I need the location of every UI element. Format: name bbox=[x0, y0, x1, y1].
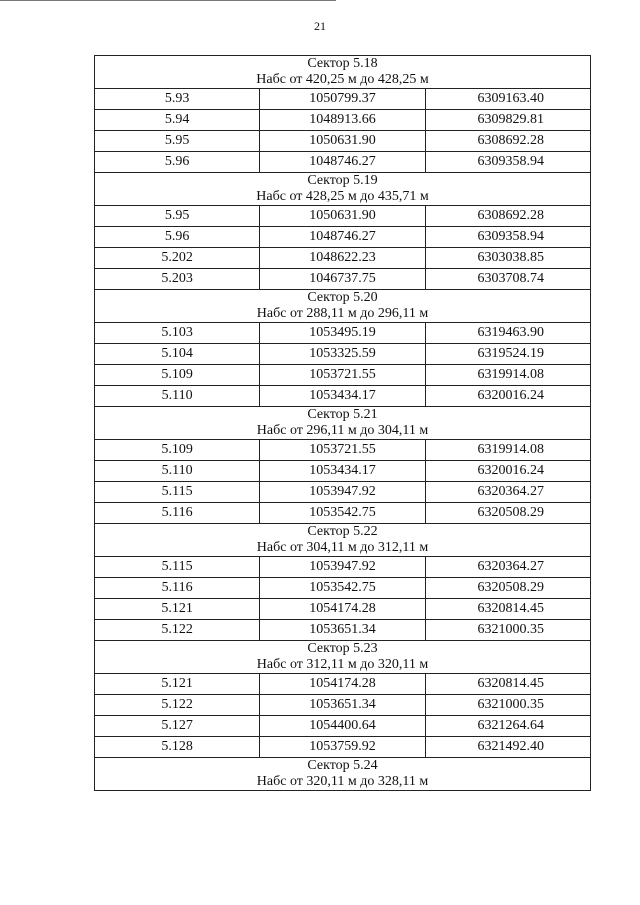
y-coordinate-cell: 6309163.40 bbox=[425, 89, 590, 110]
x-coordinate-cell: 1054174.28 bbox=[260, 599, 425, 620]
x-coordinate-cell: 1053542.75 bbox=[260, 578, 425, 599]
table-row bbox=[95, 89, 591, 110]
sector-height-range: Набс от 288,11 м до 296,11 м bbox=[256, 306, 429, 321]
point-number-cell: 5.203 bbox=[95, 269, 260, 290]
x-coordinate-cell: 1053651.34 bbox=[260, 695, 425, 716]
sector-header-row bbox=[95, 173, 591, 206]
page-number: 21 bbox=[314, 19, 326, 33]
sector-header-row bbox=[95, 641, 591, 674]
x-coordinate-cell: 1053495.19 bbox=[260, 323, 425, 344]
y-coordinate-cell: 6308692.28 bbox=[425, 131, 590, 152]
x-coordinate-cell: 1053651.34 bbox=[260, 620, 425, 641]
sector-height-range: Набс от 304,11 м до 312,11 м bbox=[256, 540, 429, 555]
x-coordinate-cell: 1048746.27 bbox=[260, 227, 425, 248]
point-number-cell: 5.122 bbox=[95, 620, 260, 641]
table-row bbox=[95, 557, 591, 578]
table-row bbox=[95, 386, 591, 407]
sector-title: Сектор 5.21 bbox=[307, 407, 378, 422]
x-coordinate-cell: 1046737.75 bbox=[260, 269, 425, 290]
x-coordinate-cell: 1050631.90 bbox=[260, 206, 425, 227]
x-coordinate-cell: 1048746.27 bbox=[260, 152, 425, 173]
y-coordinate-cell: 6319524.19 bbox=[425, 344, 590, 365]
x-coordinate-cell: 1053325.59 bbox=[260, 344, 425, 365]
x-coordinate-cell: 1053759.92 bbox=[260, 737, 425, 758]
y-coordinate-cell: 6321264.64 bbox=[425, 716, 590, 737]
y-coordinate-cell: 6303708.74 bbox=[425, 269, 590, 290]
table-row bbox=[95, 269, 591, 290]
table-row bbox=[95, 737, 591, 758]
sector-title: Сектор 5.20 bbox=[307, 290, 378, 305]
x-coordinate-cell: 1053947.92 bbox=[260, 482, 425, 503]
x-coordinate-cell: 1048622.23 bbox=[260, 248, 425, 269]
point-number-cell: 5.122 bbox=[95, 695, 260, 716]
y-coordinate-cell: 6320508.29 bbox=[425, 503, 590, 524]
sector-header-row bbox=[95, 407, 591, 440]
table-row bbox=[95, 365, 591, 386]
sector-title: Сектор 5.24 bbox=[307, 758, 378, 773]
point-number-cell: 5.103 bbox=[95, 323, 260, 344]
sector-header bbox=[95, 173, 591, 206]
y-coordinate-cell: 6309358.94 bbox=[425, 227, 590, 248]
point-number-cell: 5.115 bbox=[95, 557, 260, 578]
point-number-cell: 5.104 bbox=[95, 344, 260, 365]
sector-title: Сектор 5.23 bbox=[307, 641, 378, 656]
y-coordinate-cell: 6321492.40 bbox=[425, 737, 590, 758]
y-coordinate-cell: 6320364.27 bbox=[425, 557, 590, 578]
point-number-cell: 5.95 bbox=[95, 206, 260, 227]
table-row bbox=[95, 695, 591, 716]
table-row bbox=[95, 461, 591, 482]
table-row bbox=[95, 344, 591, 365]
point-number-cell: 5.202 bbox=[95, 248, 260, 269]
point-number-cell: 5.109 bbox=[95, 365, 260, 386]
sector-title: Сектор 5.22 bbox=[307, 524, 378, 539]
x-coordinate-cell: 1054400.64 bbox=[260, 716, 425, 737]
sector-height-range: Набс от 296,11 м до 304,11 м bbox=[256, 423, 429, 438]
x-coordinate-cell: 1053434.17 bbox=[260, 461, 425, 482]
sector-header-row bbox=[95, 290, 591, 323]
table-row bbox=[95, 206, 591, 227]
y-coordinate-cell: 6308692.28 bbox=[425, 206, 590, 227]
y-coordinate-cell: 6303038.85 bbox=[425, 248, 590, 269]
table-row bbox=[95, 110, 591, 131]
point-number-cell: 5.115 bbox=[95, 482, 260, 503]
point-number-cell: 5.121 bbox=[95, 674, 260, 695]
y-coordinate-cell: 6320814.45 bbox=[425, 674, 590, 695]
sector-title: Сектор 5.19 bbox=[307, 173, 378, 188]
table-row bbox=[95, 578, 591, 599]
coordinates-table-body bbox=[95, 56, 591, 791]
point-number-cell: 5.95 bbox=[95, 131, 260, 152]
sector-height-range: Набс от 428,25 м до 435,71 м bbox=[256, 189, 429, 204]
table-row bbox=[95, 482, 591, 503]
point-number-cell: 5.116 bbox=[95, 578, 260, 599]
y-coordinate-cell: 6319914.08 bbox=[425, 365, 590, 386]
sector-height-range: Набс от 420,25 м до 428,25 м bbox=[256, 72, 429, 87]
table-row bbox=[95, 131, 591, 152]
table-row bbox=[95, 503, 591, 524]
sector-header bbox=[95, 758, 591, 791]
point-number-cell: 5.93 bbox=[95, 89, 260, 110]
sector-header bbox=[95, 56, 591, 89]
y-coordinate-cell: 6309358.94 bbox=[425, 152, 590, 173]
table-row bbox=[95, 152, 591, 173]
point-number-cell: 5.96 bbox=[95, 227, 260, 248]
table-row bbox=[95, 248, 591, 269]
x-coordinate-cell: 1050631.90 bbox=[260, 131, 425, 152]
y-coordinate-cell: 6321000.35 bbox=[425, 695, 590, 716]
x-coordinate-cell: 1053721.55 bbox=[260, 365, 425, 386]
table-row bbox=[95, 323, 591, 344]
y-coordinate-cell: 6320364.27 bbox=[425, 482, 590, 503]
y-coordinate-cell: 6319463.90 bbox=[425, 323, 590, 344]
table-row bbox=[95, 227, 591, 248]
sector-header-row bbox=[95, 524, 591, 557]
table-row bbox=[95, 440, 591, 461]
table-row bbox=[95, 674, 591, 695]
point-number-cell: 5.121 bbox=[95, 599, 260, 620]
x-coordinate-cell: 1053434.17 bbox=[260, 386, 425, 407]
sector-header bbox=[95, 290, 591, 323]
table-row bbox=[95, 599, 591, 620]
point-number-cell: 5.94 bbox=[95, 110, 260, 131]
x-coordinate-cell: 1050799.37 bbox=[260, 89, 425, 110]
x-coordinate-cell: 1048913.66 bbox=[260, 110, 425, 131]
point-number-cell: 5.128 bbox=[95, 737, 260, 758]
y-coordinate-cell: 6320508.29 bbox=[425, 578, 590, 599]
point-number-cell: 5.110 bbox=[95, 461, 260, 482]
sector-height-range: Набс от 320,11 м до 328,11 м bbox=[256, 774, 429, 789]
y-coordinate-cell: 6309829.81 bbox=[425, 110, 590, 131]
sector-title: Сектор 5.18 bbox=[307, 56, 378, 71]
point-number-cell: 5.127 bbox=[95, 716, 260, 737]
table-row bbox=[95, 620, 591, 641]
sector-header bbox=[95, 641, 591, 674]
sector-header bbox=[95, 524, 591, 557]
x-coordinate-cell: 1054174.28 bbox=[260, 674, 425, 695]
point-number-cell: 5.110 bbox=[95, 386, 260, 407]
sector-header-row bbox=[95, 758, 591, 791]
y-coordinate-cell: 6321000.35 bbox=[425, 620, 590, 641]
x-coordinate-cell: 1053721.55 bbox=[260, 440, 425, 461]
table-row bbox=[95, 716, 591, 737]
y-coordinate-cell: 6319914.08 bbox=[425, 440, 590, 461]
x-coordinate-cell: 1053947.92 bbox=[260, 557, 425, 578]
top-rule bbox=[0, 0, 336, 1]
y-coordinate-cell: 6320016.24 bbox=[425, 386, 590, 407]
sector-height-range: Набс от 312,11 м до 320,11 м bbox=[256, 657, 429, 672]
x-coordinate-cell: 1053542.75 bbox=[260, 503, 425, 524]
point-number-cell: 5.116 bbox=[95, 503, 260, 524]
y-coordinate-cell: 6320016.24 bbox=[425, 461, 590, 482]
y-coordinate-cell: 6320814.45 bbox=[425, 599, 590, 620]
point-number-cell: 5.96 bbox=[95, 152, 260, 173]
sector-header bbox=[95, 407, 591, 440]
coordinates-table bbox=[94, 55, 591, 791]
sector-header-row bbox=[95, 56, 591, 89]
point-number-cell: 5.109 bbox=[95, 440, 260, 461]
